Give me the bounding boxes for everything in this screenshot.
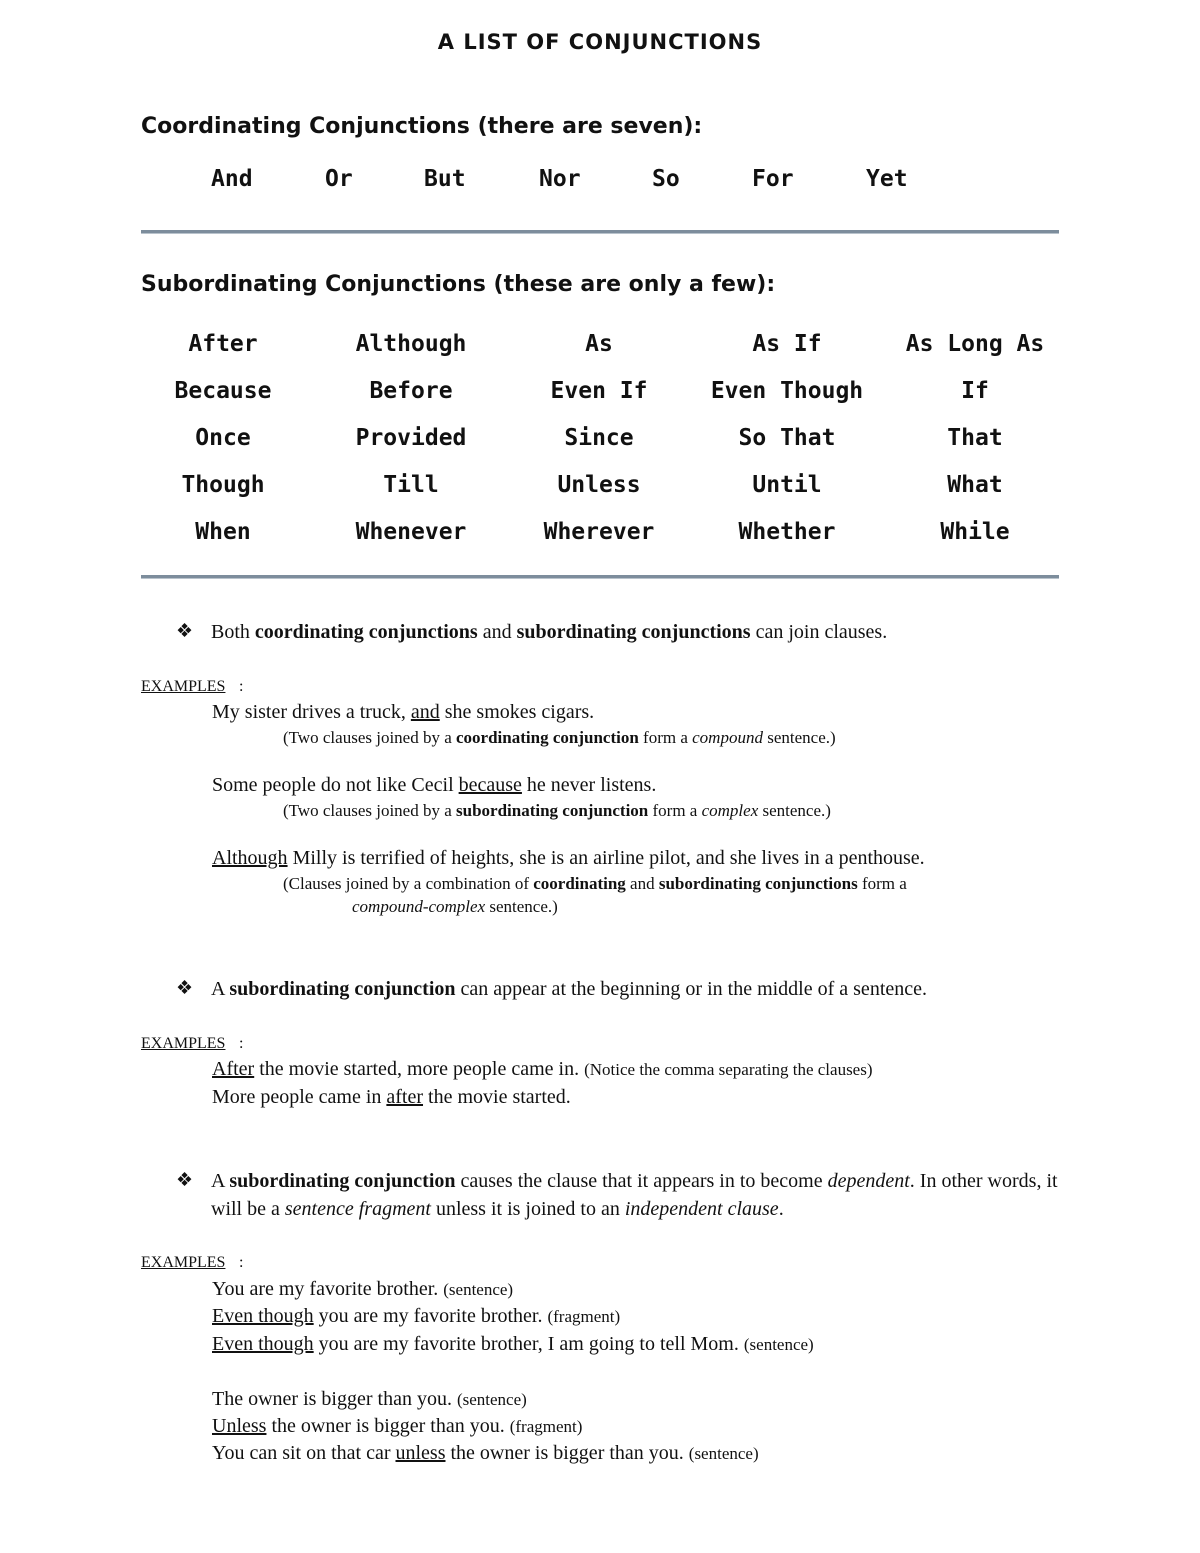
- subordinating-word: So That: [738, 424, 836, 451]
- example-sentence: More people came in after the movie started.: [212, 1086, 571, 1108]
- diamond-bullet-icon: ❖: [176, 978, 194, 999]
- subordinating-word: What: [947, 471, 1003, 498]
- example-sentence: The owner is bigger than you. (sentence): [212, 1388, 527, 1410]
- subordinating-word: That: [947, 424, 1003, 451]
- example-sentence: Some people do not like Cecil because he never listens.: [212, 774, 657, 796]
- bullet-text: A subordinating conjunction causes the clause that it appears in to become dependent. In other words, it will be a sentence fragment unless it is joined to an independent clause.: [211, 1170, 1058, 1220]
- example-sentence: You can sit on that car unless the owner is bigger than you. (sentence): [212, 1442, 759, 1464]
- examples-label: EXAMPLES: [141, 678, 226, 695]
- bullet-text: Both coordinating conjunctions and subordinating conjunctions can join clauses.: [211, 621, 888, 643]
- coordinating-word: Nor: [539, 166, 581, 192]
- subordinating-word: Because: [174, 377, 272, 404]
- subordinating-word: Once: [195, 424, 251, 451]
- subordinating-word: If: [961, 377, 989, 404]
- examples-colon: :: [239, 1035, 244, 1052]
- subordinating-word: Provided: [355, 424, 467, 451]
- subordinating-row: [129, 414, 1069, 461]
- subordinating-word: Even If: [550, 377, 648, 404]
- subordinating-word: Even Though: [710, 377, 864, 404]
- subordinating-word: Whether: [738, 518, 836, 545]
- coordinating-word: But: [424, 166, 466, 192]
- section-divider: [141, 230, 1059, 234]
- subordinating-word: While: [940, 518, 1010, 545]
- subordinating-row: [129, 508, 1069, 555]
- subordinating-word: Before: [369, 377, 453, 404]
- subordinating-word: Unless: [557, 471, 641, 498]
- subordinating-heading: Subordinating Conjunctions (these are only a few):: [141, 272, 776, 297]
- example-note: compound-complex sentence.): [352, 897, 558, 916]
- diamond-bullet-icon: ❖: [176, 1170, 194, 1191]
- subordinating-word: Wherever: [543, 518, 655, 545]
- diamond-bullet-icon: ❖: [176, 621, 194, 642]
- subordinating-grid: [129, 320, 1069, 555]
- example-sentence: You are my favorite brother. (sentence): [212, 1278, 514, 1300]
- examples-label: EXAMPLES: [141, 1254, 226, 1271]
- example-sentence: Although Milly is terrified of heights, she is an airline pilot, and she lives in a penthouse.: [212, 847, 925, 869]
- subordinating-word: Since: [564, 424, 634, 451]
- subordinating-word: Though: [181, 471, 265, 498]
- coordinating-word: So: [652, 166, 680, 192]
- example-sentence: My sister drives a truck, and she smokes cigars.: [212, 701, 595, 723]
- subordinating-word: After: [188, 330, 258, 357]
- coordinating-list: [0, 166, 1200, 196]
- example-note: (Two clauses joined by a subordinating conjunction form a complex sentence.): [283, 801, 831, 820]
- examples-label: EXAMPLES: [141, 1035, 226, 1052]
- subordinating-word: As Long As: [905, 330, 1045, 357]
- subordinating-row: [129, 320, 1069, 367]
- coordinating-word: For: [752, 166, 794, 192]
- subordinating-word: Till: [383, 471, 439, 498]
- subordinating-word: Whenever: [355, 518, 467, 545]
- subordinating-row: [129, 367, 1069, 414]
- examples-colon: :: [239, 1254, 244, 1271]
- subordinating-word: Until: [752, 471, 822, 498]
- coordinating-word: Yet: [866, 166, 908, 192]
- subordinating-row: [129, 461, 1069, 508]
- subordinating-word: As If: [752, 330, 822, 357]
- example-sentence: Even though you are my favorite brother, I am going to tell Mom. (sentence): [212, 1333, 814, 1355]
- subordinating-word: When: [195, 518, 251, 545]
- example-sentence: After the movie started, more people came in. (Notice the comma separating the clauses): [212, 1058, 873, 1080]
- subordinating-word: As: [585, 330, 613, 357]
- coordinating-word: Or: [325, 166, 353, 192]
- section-divider: [141, 575, 1059, 579]
- examples-colon: :: [239, 678, 244, 695]
- example-sentence: Even though you are my favorite brother. (fragment): [212, 1305, 621, 1327]
- example-note: (Clauses joined by a combination of coordinating and subordinating conjunctions form a: [283, 874, 907, 893]
- bullet-text: A subordinating conjunction can appear at the beginning or in the middle of a sentence.: [211, 978, 927, 1000]
- coordinating-heading: Coordinating Conjunctions (there are seven):: [141, 114, 703, 139]
- subordinating-word: Although: [355, 330, 467, 357]
- page-title: A LIST OF CONJUNCTIONS: [437, 30, 763, 54]
- example-note: (Two clauses joined by a coordinating conjunction form a compound sentence.): [283, 728, 836, 747]
- example-sentence: Unless the owner is bigger than you. (fragment): [212, 1415, 583, 1437]
- coordinating-word: And: [211, 166, 253, 192]
